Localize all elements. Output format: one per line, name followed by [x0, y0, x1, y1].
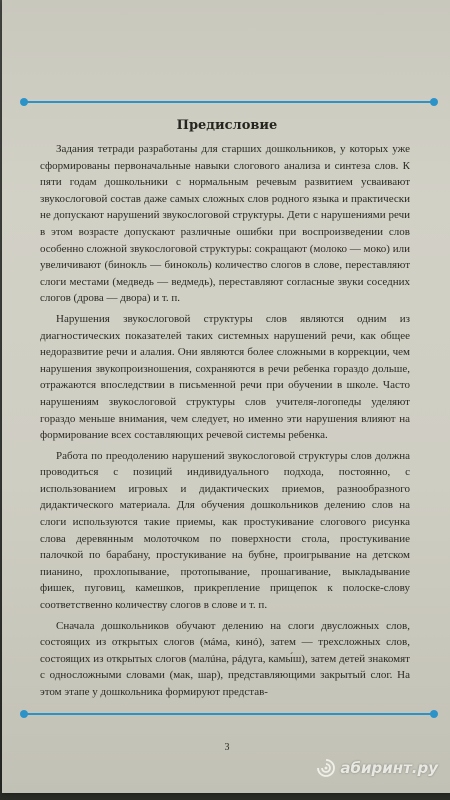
- paragraph: Задания тетради разработаны для старших дошкольников, у которых уже сформированы первоначальные навыки слогового анализа и синтеза слов. К пяти годам дошкольники с нормальным речевым развитием усваивают звукослоговой состав даже самых сложных слов родного языка и практически не допускают нарушений звукослоговой структуры. Дети с нарушениями речи в этом возрасте допускают различные ошибки при воспроизведении слов особенно сложной звукослоговой структуры: сокращают (молоко — моко) или увеличивают (бинокль — биноколь) количество слогов в слове, переставляют слоги местами (медведь — ведмедь), переставляют согласные звуки соседних слогов (дрова — двора) и т. п.: [40, 143, 410, 305]
- rule-end-dot: [430, 710, 438, 718]
- watermark-text: абиринт.ру: [340, 759, 438, 777]
- book-page: [2, 0, 450, 793]
- bottom-decorative-rule: [24, 713, 434, 715]
- page-title: Предисловие: [176, 118, 278, 133]
- body-text: [40, 141, 410, 701]
- top-decorative-rule: [24, 101, 434, 103]
- rule-end-dot: [20, 98, 28, 106]
- watermark: [316, 758, 438, 778]
- paragraph: Сначала дошкольников обучают делению на слоги двусложных слов, состоящих из открытых слогов (мáма, кинó), затем — трехсложных слов, состоящих из открытых слогов (малúна, рáдуга, камы́ш), затем детей знакомят с односложными словами (мак, шар), представляющими закрытый слог. На этом этапе у дошкольника формируют представ-: [40, 619, 410, 698]
- rule-end-dot: [430, 98, 438, 106]
- rule-end-dot: [20, 710, 28, 718]
- paragraph: Работа по преодолению нарушений звукослоговой структуры слов должна проводиться с позиций индивидуального подхода, постоянно, с использованием игровых и дидактических приемов, разнообразного дидактического материала. Для обучения дошкольников делению слов на слоги используются такие приемы, как простукивание слогового рисунка слова деревянным молоточком по поверхности стола, простукивание палочкой по барабану, простукивание на бубне, проигрывание на детском пианино, прохлопывание, протопывание, прошагивание, выкладывание фишек, пуговиц, камешков, прикрепление прищепок к полоске-слову соответственно количеству слогов в слове и т. п.: [40, 449, 410, 612]
- page-number: 3: [224, 742, 230, 753]
- paragraph: Нарушения звукослоговой структуры слов являются одним из диагностических показателей таких системных нарушений речи, как общее недоразвитие речи и алалия. Они являются более сложными в коррекции, чем нарушения звукопроизношения, сохраняются в речи ребенка гораздо дольше, отражаются впоследствии в письменной речи при обучении в школе. Часто нарушениям звукослоговой структуры слов учителя-логопеды уделяют гораздо меньше внимания, чем следует, но именно эти нарушения влияют на формирование всех составляющих речевой системы ребенка.: [40, 312, 410, 442]
- labyrinth-logo-icon: [316, 758, 336, 778]
